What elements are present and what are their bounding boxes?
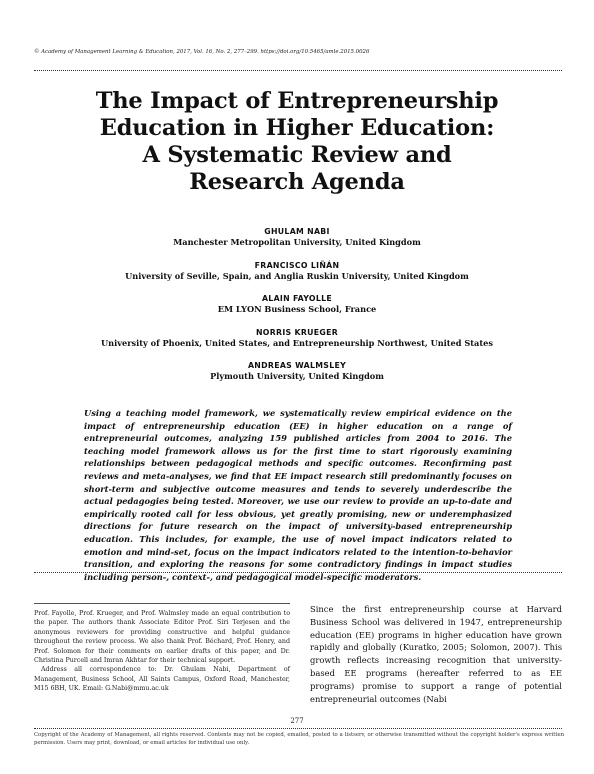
article-title bbox=[40, 88, 554, 196]
title-line: The Impact of Entrepreneurship bbox=[95, 88, 499, 114]
footnote-paragraph: Prof. Fayolle, Prof. Krueger, and Prof. Walmsley made an equal contribution to the paper. The authors thank Associate Editor Prof. Siri Terjesen and the anonymous reviewers for providing constructive and helpful guidance throughout the review process. We also thank Prof. Béchard, Prof. Henry, and Prof. Solomon for their comments on earlier drafts of this paper, and Dr. Christina Purcell and Imran Akhtar for their technical support. bbox=[34, 610, 290, 665]
footer-divider bbox=[34, 728, 562, 729]
author-affiliation: University of Phoenix, United States, and Entrepreneurship Northwest, United States bbox=[101, 337, 493, 348]
abstract: Using a teaching model framework, we systematically review empirical evidence on the impact of entrepreneurship education (EE) in higher education on a range of entrepreneurial outcomes, analyzing 159 published articles from 2004 to 2016. The teaching model framework allows us for the first time to start rigorously examining relationships between pedagogical methods and specific outcomes. Reconfirming past reviews and meta-analyses, we find that EE impact research still predominantly focuses on short-term and subjective outcome measures and tends to severely underdescribe the actual pedagogies being tested. Moreover, we use our review to provide an up-to-date and empirically rooted call for less obvious, yet greatly promising, new or underemphasized directions for future research on the impact of university-based entrepreneurship education. This includes, for example, the use of novel impact indicators related to emotion and mind-set, focus on the impact indicators related to the intention-to-behavior transition, and exploring the reasons for some contradictory findings in impact studies including person-, context-, and pedagogical model-specific moderators. bbox=[84, 408, 512, 582]
author-affiliation: Plymouth University, United Kingdom bbox=[210, 371, 384, 381]
copyright-notice: Copyright of the Academy of Management, all rights reserved. Contents may not be copied, emailed, posted to a listserv, or otherwise transmitted without the copyright holder's express written permission. Users may print, download, or email articles for individual use only. bbox=[34, 732, 564, 746]
author-block bbox=[40, 260, 554, 282]
author-affiliation: University of Seville, Spain, and Anglia Ruskin University, United Kingdom bbox=[125, 270, 469, 281]
title-line: Research Agenda bbox=[189, 169, 405, 195]
body-paragraph: Since the first entrepreneurship course at Harvard Business School was delivered in 1947, entrepreneurship education (EE) programs in higher education have grown rapidly and globally (Kuratko, 2005; Solomon, 2007). This growth reflects increasing recognition that university-based EE programs (hereafter referred to as EE programs) promise to support a range of potential entrepreneurial outcomes (Nabi bbox=[310, 604, 562, 704]
author-affiliation: Manchester Metropolitan University, United Kingdom bbox=[173, 237, 421, 247]
header-divider bbox=[34, 70, 562, 71]
author-name: ANDREAS WALMSLEY bbox=[247, 361, 347, 370]
author-block bbox=[40, 327, 554, 349]
author-name: GHULAM NABI bbox=[264, 227, 330, 236]
title-line: Education in Higher Education: bbox=[99, 115, 495, 141]
author-footnote bbox=[34, 609, 290, 694]
author-name: NORRIS KRUEGER bbox=[255, 327, 339, 337]
abstract-divider bbox=[34, 572, 562, 573]
author-block bbox=[40, 293, 554, 315]
author-affiliation: EM LYON Business School, France bbox=[217, 304, 377, 314]
author-list bbox=[40, 226, 554, 394]
page-number: 277 bbox=[290, 717, 304, 725]
title-line: A Systematic Review and bbox=[142, 142, 452, 168]
author-block bbox=[40, 360, 554, 382]
author-name: ALAIN FAYOLLE bbox=[261, 294, 333, 303]
footnote-rule bbox=[34, 603, 290, 604]
author-block bbox=[40, 226, 554, 248]
author-name: FRANCISCO LIÑÁN bbox=[254, 260, 340, 270]
journal-citation-line: © Academy of Management Learning & Education, 2017, Vol. 16, No. 2, 277–299. https://doi.org/10.5465/amle.2015.0026 bbox=[34, 49, 370, 55]
footnote-paragraph: Address all correspondence to: Dr. Ghulam Nabi, Department of Management, Business School, All Saints Campus, Oxford Road, Manchester, M15 6BH, UK. Email: G.Nabi@mmu.ac.uk bbox=[34, 666, 290, 693]
